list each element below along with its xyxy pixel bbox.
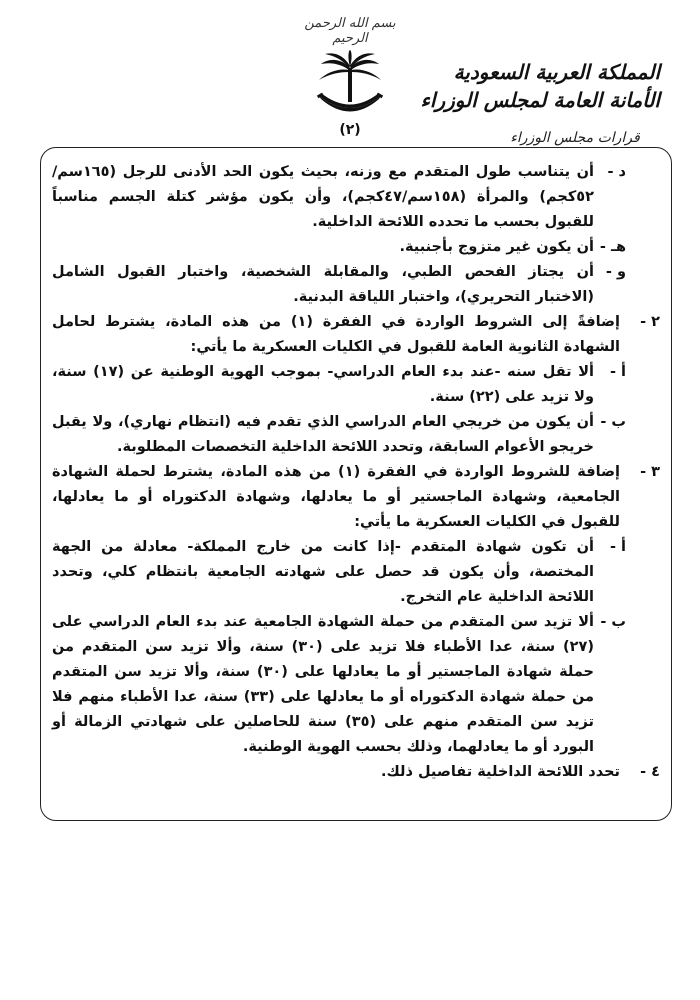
list-item — [52, 260, 660, 310]
section-marker: ٢ - — [640, 314, 660, 330]
list-item — [52, 360, 660, 410]
item-text: ألا تقل سنه -عند بدء العام الدراسي- بموجب الهوية الوطنية عن (١٧) سنة، ولا تزيد على (٢٢) سنة. — [52, 364, 594, 405]
item-marker: و - — [605, 264, 626, 280]
item-text: أن يتناسب طول المتقدم مع وزنه، بحيث يكون الحد الأدنى للرجل (١٦٥سم/٥٢كجم) والمرأة (١٥٨سم/٤٧كجم)، وأن يكون مؤشر كتلة الجسم مناسباً للقبول بحسب ما تحدده اللائحة الداخلية. — [52, 164, 594, 230]
section-text: إضافة للشروط الواردة في الفقرة (١) من هذه المادة، يشترط لحملة الشهادة الجامعية، وشهادة الماجستير أو ما يعادلها، وشهادة الدكتوراه أو ما يعادلها، للقبول في الكليات العسكرية ما يأتي: — [52, 464, 621, 530]
basmala: بسم الله الرحمن الرحيم — [304, 16, 396, 46]
section-paragraph — [52, 760, 660, 785]
item-marker: أ - — [609, 364, 626, 380]
section-marker: ٤ - — [640, 764, 660, 780]
item-text: أن تكون شهادة المتقدم -إذا كانت من خارج المملكة- معادلة من الجهة المختصة، وأن يكون قد حصل على شهادته الجامعية بانتظام كلي، وتحدد اللائحة الداخلية عام التخرج. — [52, 539, 594, 605]
item-marker: أ - — [609, 539, 626, 555]
item-marker: ب - — [600, 614, 626, 630]
item-text: أن يجتاز الفحص الطبي، والمقابلة الشخصية، واختبار القبول الشامل (الاختبار التحريري)، واختبار اللياقة البدنية. — [52, 264, 594, 305]
list-item — [52, 610, 660, 760]
section-text: إضافةً إلى الشروط الواردة في الفقرة (١) من هذه المادة، يشترط لحامل الشهادة الثانوية العامة للقبول في الكليات العسكرية ما يأتي: — [52, 314, 620, 355]
letterhead-subtitle: قرارات مجلس الوزراء — [510, 130, 640, 146]
item-marker: د - — [607, 164, 626, 180]
item-text: ألا تزيد سن المتقدم من حملة الشهادة الجامعية عند بدء العام الدراسي على (٢٧) سنة، عدا الأطباء فلا تزيد على (٣٠) سنة، وألا تزيد سن المتقدم من حملة شهادة الماجستير أو ما يعادلها على (٣٠) سنة، وألا تزيد سن المتقدم من حملة شهادة الدكتوراه أو ما يعادلها على (٣٣) سنة، عدا الأطباء منهم فلا تزيد سن المتقدم منهم على (٣٥) سنة للحاصلين على شهادتي الزمالة أو البورد أو ما يعادلهما، وذلك بحسب الهوية الوطنية. — [52, 614, 594, 755]
list-item — [52, 235, 660, 260]
item-marker: ب - — [600, 414, 626, 430]
section-text: تحدد اللائحة الداخلية تفاصيل ذلك. — [381, 764, 620, 780]
section-paragraph — [52, 460, 660, 535]
section-paragraph — [52, 310, 660, 360]
section-marker: ٣ - — [640, 464, 660, 480]
page-number: (٢) — [339, 122, 361, 138]
list-item — [52, 160, 660, 235]
item-text: أن يكون غير متزوج بأجنبية. — [399, 239, 594, 255]
item-text: أن يكون من خريجي العام الدراسي الذي تقدم فيه (انتظام نهاري)، ولا يقبل خريجو الأعوام السابقة، وتحدد اللائحة الداخلية التخصصات المطلوبة. — [52, 414, 594, 455]
item-marker: هـ - — [599, 239, 626, 255]
document-body — [52, 160, 660, 785]
saudi-emblem-icon — [313, 50, 387, 122]
letterhead-line-kingdom: المملكة العربية السعودية — [453, 60, 660, 84]
letterhead — [420, 58, 660, 114]
list-item — [52, 535, 660, 610]
letterhead-line-secretariat: الأمانة العامة لمجلس الوزراء — [420, 88, 660, 112]
list-item — [52, 410, 660, 460]
